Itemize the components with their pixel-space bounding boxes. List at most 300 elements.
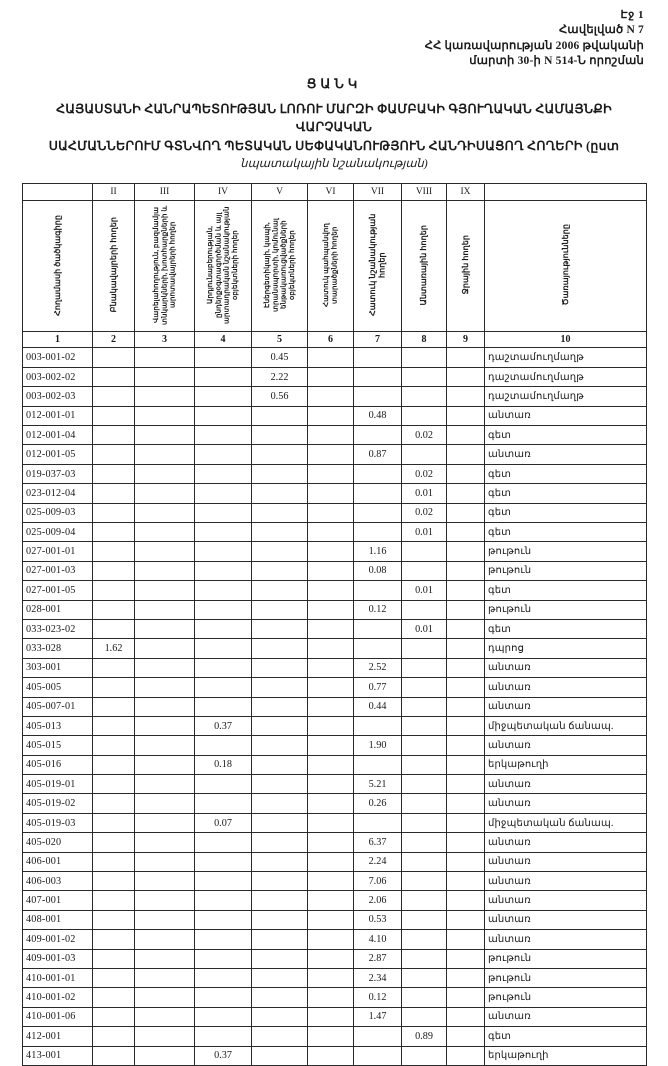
- cell-parcel-code: 012-001-01: [23, 406, 93, 425]
- cell-value-col4: [195, 678, 252, 697]
- cell-value-col3: [135, 833, 195, 852]
- cell-value-col2: [93, 600, 135, 619]
- cell-value-col4: 0.18: [195, 755, 252, 774]
- cell-value-col3: [135, 968, 195, 987]
- cell-value-col2: [93, 445, 135, 464]
- cell-notes: դաշտամուղմաղթ: [485, 387, 647, 406]
- cell-value-col6: [308, 367, 354, 386]
- cell-value-col8: 0.02: [402, 464, 447, 483]
- cell-value-col5: [252, 619, 308, 638]
- cell-value-col9: [447, 406, 485, 425]
- cell-value-col4: [195, 426, 252, 445]
- cell-value-col7: [354, 348, 402, 367]
- cell-value-col8: [402, 794, 447, 813]
- header-agricultural-lands: [135, 201, 195, 332]
- cell-value-col5: [252, 697, 308, 716]
- cell-value-col6: [308, 988, 354, 1007]
- cell-value-col8: [402, 542, 447, 561]
- cell-value-col5: [252, 949, 308, 968]
- cell-parcel-code: 409-001-02: [23, 930, 93, 949]
- cell-value-col9: [447, 678, 485, 697]
- cell-value-col2: [93, 891, 135, 910]
- cell-parcel-code: 405-013: [23, 716, 93, 735]
- cell-value-col7: [354, 581, 402, 600]
- cell-value-col8: [402, 930, 447, 949]
- cell-value-col2: [93, 406, 135, 425]
- cell-notes: անտառ: [485, 658, 647, 677]
- table-row: [23, 542, 647, 561]
- roman-cell-3: III: [135, 184, 195, 201]
- cell-value-col8: [402, 678, 447, 697]
- cell-notes: գետ: [485, 619, 647, 638]
- cell-value-col3: [135, 367, 195, 386]
- cell-value-col6: [308, 619, 354, 638]
- cell-parcel-code: 405-019-01: [23, 775, 93, 794]
- cell-parcel-code: 412-001: [23, 1027, 93, 1046]
- cell-value-col5: [252, 813, 308, 832]
- header-settlement-lands: [93, 201, 135, 332]
- roman-cell-2: II: [93, 184, 135, 201]
- cell-value-col8: [402, 1046, 447, 1065]
- cell-value-col3: [135, 716, 195, 735]
- table-row: [23, 406, 647, 425]
- header-forest-lands-label: Անտառային հողեր: [419, 224, 429, 306]
- cell-value-col3: [135, 387, 195, 406]
- land-parcel-table: [22, 183, 647, 1065]
- cell-value-col3: [135, 678, 195, 697]
- cell-parcel-code: 028-001: [23, 600, 93, 619]
- cell-value-col6: [308, 910, 354, 929]
- cell-value-col8: 0.01: [402, 522, 447, 541]
- cell-value-col3: [135, 910, 195, 929]
- header-parcel-code: [23, 201, 93, 332]
- cell-parcel-code: 012-001-04: [23, 426, 93, 445]
- cell-value-col8: [402, 387, 447, 406]
- cell-value-col3: [135, 813, 195, 832]
- cell-parcel-code: 410-001-02: [23, 988, 93, 1007]
- cell-value-col8: 0.01: [402, 484, 447, 503]
- cell-value-col8: [402, 367, 447, 386]
- cell-value-col7: 1.16: [354, 542, 402, 561]
- cell-value-col2: [93, 755, 135, 774]
- cell-value-col4: [195, 988, 252, 1007]
- roman-cell-8: VIII: [402, 184, 447, 201]
- cell-parcel-code: 413-001: [23, 1046, 93, 1065]
- cell-value-col6: [308, 852, 354, 871]
- cell-value-col8: [402, 910, 447, 929]
- cell-parcel-code: 406-001: [23, 852, 93, 871]
- cell-value-col6: [308, 464, 354, 483]
- cell-value-col8: [402, 716, 447, 735]
- cell-value-col2: [93, 794, 135, 813]
- cell-value-col3: [135, 561, 195, 580]
- cell-parcel-code: 405-020: [23, 833, 93, 852]
- cell-value-col5: [252, 988, 308, 1007]
- cell-value-col5: [252, 775, 308, 794]
- header-forest-lands: [402, 201, 447, 332]
- cell-value-col8: [402, 1007, 447, 1026]
- cell-value-col4: [195, 445, 252, 464]
- numcell-6: 6: [308, 332, 354, 348]
- header-settlement-lands-label: Բնակավայրերի հողեր: [108, 217, 118, 313]
- cell-notes: գետ: [485, 581, 647, 600]
- cell-value-col4: [195, 387, 252, 406]
- cell-value-col9: [447, 503, 485, 522]
- cell-value-col9: [447, 445, 485, 464]
- cell-value-col2: [93, 775, 135, 794]
- table-body: [23, 348, 647, 1065]
- table-row: [23, 619, 647, 638]
- cell-value-col3: [135, 464, 195, 483]
- cell-parcel-code: 405-016: [23, 755, 93, 774]
- cell-notes: միջպետական ճանապ.: [485, 813, 647, 832]
- cell-value-col4: [195, 348, 252, 367]
- cell-value-col7: [354, 619, 402, 638]
- cell-value-col7: [354, 503, 402, 522]
- table-row: [23, 755, 647, 774]
- cell-value-col3: [135, 755, 195, 774]
- cell-value-col7: 7.06: [354, 872, 402, 891]
- cell-value-col5: [252, 891, 308, 910]
- cell-value-col3: [135, 522, 195, 541]
- cell-value-col7: 2.52: [354, 658, 402, 677]
- cell-value-col9: [447, 348, 485, 367]
- cell-notes: գետ: [485, 426, 647, 445]
- cell-value-col2: [93, 348, 135, 367]
- cell-value-col8: [402, 872, 447, 891]
- table-row: [23, 600, 647, 619]
- cell-parcel-code: 405-007-01: [23, 697, 93, 716]
- cell-value-col7: 1.90: [354, 736, 402, 755]
- cell-value-col4: [195, 522, 252, 541]
- cell-value-col6: [308, 755, 354, 774]
- cell-value-col8: [402, 968, 447, 987]
- cell-value-col9: [447, 639, 485, 658]
- cell-value-col7: 0.77: [354, 678, 402, 697]
- cell-value-col8: [402, 561, 447, 580]
- cell-value-col3: [135, 988, 195, 1007]
- cell-value-col6: [308, 406, 354, 425]
- cell-value-col5: [252, 1007, 308, 1026]
- cell-value-col7: [354, 387, 402, 406]
- cell-value-col3: [135, 406, 195, 425]
- numcell-8: 8: [402, 332, 447, 348]
- cell-value-col9: [447, 930, 485, 949]
- cell-value-col3: [135, 581, 195, 600]
- cell-value-col6: [308, 522, 354, 541]
- cell-value-col9: [447, 522, 485, 541]
- cell-value-col2: [93, 542, 135, 561]
- cell-value-col9: [447, 755, 485, 774]
- cell-value-col7: 2.24: [354, 852, 402, 871]
- cell-value-col6: [308, 581, 354, 600]
- cell-value-col2: [93, 968, 135, 987]
- cell-value-col9: [447, 949, 485, 968]
- cell-value-col5: 2.22: [252, 367, 308, 386]
- cell-value-col2: [93, 367, 135, 386]
- cell-value-col5: [252, 930, 308, 949]
- cell-value-col7: 0.44: [354, 697, 402, 716]
- cell-value-col2: [93, 697, 135, 716]
- cell-notes: անտառ: [485, 697, 647, 716]
- cell-value-col4: [195, 910, 252, 929]
- cell-value-col7: [354, 1027, 402, 1046]
- cell-value-col2: [93, 1007, 135, 1026]
- header-water-lands: [447, 201, 485, 332]
- cell-value-col5: [252, 1046, 308, 1065]
- numcell-2: 2: [93, 332, 135, 348]
- cell-notes: գետ: [485, 522, 647, 541]
- table-row: [23, 852, 647, 871]
- cell-value-col2: [93, 833, 135, 852]
- header-notes: [485, 201, 647, 332]
- cell-value-col2: [93, 503, 135, 522]
- table-row: [23, 872, 647, 891]
- cell-value-col2: [93, 736, 135, 755]
- cell-value-col2: [93, 852, 135, 871]
- cell-notes: դաշտամուղմաղթ: [485, 348, 647, 367]
- cell-notes: գետ: [485, 503, 647, 522]
- cell-value-col7: 6.37: [354, 833, 402, 852]
- cell-value-col2: [93, 872, 135, 891]
- cell-value-col4: 0.07: [195, 813, 252, 832]
- cell-value-col4: [195, 968, 252, 987]
- cell-value-col9: [447, 542, 485, 561]
- cell-value-col6: [308, 833, 354, 852]
- cell-value-col9: [447, 968, 485, 987]
- cell-value-col3: [135, 1046, 195, 1065]
- table-row: [23, 367, 647, 386]
- cell-parcel-code: 027-001-01: [23, 542, 93, 561]
- cell-value-col5: [252, 561, 308, 580]
- cell-value-col2: [93, 561, 135, 580]
- title-line-2: ՍԱՀՄԱՆՆԵՐՈՒՄ ԳՏՆՎՈՂ ՊԵՏԱԿԱՆ ՍԵՓԱԿԱՆՈՒԹՅՈՒՆ ՀԱՆԴԻՍԱՑՈՂ ՀՈՂԵՐԻ (ըստ: [48, 139, 620, 154]
- table-row: [23, 794, 647, 813]
- cell-value-col4: [195, 464, 252, 483]
- cell-value-col8: [402, 852, 447, 871]
- cell-value-col5: 0.56: [252, 387, 308, 406]
- cell-notes: անտառ: [485, 833, 647, 852]
- reference-line-3: մարտի 30-ի N 514-Ն որոշման: [469, 55, 644, 68]
- cell-value-col3: [135, 1007, 195, 1026]
- cell-notes: դպրոց: [485, 639, 647, 658]
- column-header-row: [23, 201, 647, 332]
- cell-notes: անտառ: [485, 1007, 647, 1026]
- cell-value-col8: [402, 833, 447, 852]
- cell-value-col2: [93, 658, 135, 677]
- cell-notes: անտառ: [485, 406, 647, 425]
- cell-value-col2: [93, 619, 135, 638]
- cell-value-col4: [195, 1007, 252, 1026]
- cell-value-col4: [195, 775, 252, 794]
- cell-notes: անտառ: [485, 910, 647, 929]
- cell-parcel-code: 410-001-01: [23, 968, 93, 987]
- cell-value-col7: [354, 522, 402, 541]
- table-row: [23, 833, 647, 852]
- cell-value-col5: [252, 503, 308, 522]
- cell-value-col6: [308, 697, 354, 716]
- cell-value-col3: [135, 949, 195, 968]
- cell-value-col3: [135, 639, 195, 658]
- cell-value-col2: [93, 464, 135, 483]
- cell-parcel-code: 025-009-04: [23, 522, 93, 541]
- cell-value-col9: [447, 464, 485, 483]
- header-notes-label: Ծառայությունները: [560, 224, 570, 306]
- table-row: [23, 910, 647, 929]
- roman-cell-7: VII: [354, 184, 402, 201]
- cell-value-col3: [135, 445, 195, 464]
- cell-parcel-code: 027-001-05: [23, 581, 93, 600]
- cell-value-col9: [447, 988, 485, 1007]
- cell-value-col6: [308, 503, 354, 522]
- cell-value-col7: 0.87: [354, 445, 402, 464]
- cell-value-col5: [252, 968, 308, 987]
- cell-value-col6: [308, 658, 354, 677]
- cell-notes: անտառ: [485, 872, 647, 891]
- cell-value-col8: 0.01: [402, 581, 447, 600]
- cell-value-col8: [402, 736, 447, 755]
- cell-value-col9: [447, 872, 485, 891]
- cell-value-col9: [447, 833, 485, 852]
- cell-notes: թութուն: [485, 561, 647, 580]
- cell-value-col9: [447, 484, 485, 503]
- cell-value-col7: 0.08: [354, 561, 402, 580]
- cell-value-col4: [195, 619, 252, 638]
- table-row: [23, 1046, 647, 1065]
- cell-value-col3: [135, 619, 195, 638]
- cell-parcel-code: 003-001-02: [23, 348, 93, 367]
- cell-value-col9: [447, 387, 485, 406]
- roman-cell-10: [485, 184, 647, 201]
- cell-value-col3: [135, 891, 195, 910]
- cell-value-col9: [447, 910, 485, 929]
- cell-notes: թութուն: [485, 949, 647, 968]
- table-row: [23, 968, 647, 987]
- roman-cell-5: V: [252, 184, 308, 201]
- cell-value-col9: [447, 891, 485, 910]
- cell-value-col8: [402, 755, 447, 774]
- header-energy-transport-lands-label: Էներգետիկայի, կապի, տրանսպորտի, կոմունալ ենթակառուցվածքների օբյեկտների հողեր: [262, 218, 296, 312]
- table-row: [23, 949, 647, 968]
- cell-value-col3: [135, 426, 195, 445]
- numcell-9: 9: [447, 332, 485, 348]
- cell-parcel-code: 409-001-03: [23, 949, 93, 968]
- cell-value-col4: [195, 852, 252, 871]
- cell-value-col5: [252, 658, 308, 677]
- cell-value-col8: 0.01: [402, 619, 447, 638]
- header-energy-transport-lands: [252, 201, 308, 332]
- table-row: [23, 503, 647, 522]
- cell-value-col3: [135, 736, 195, 755]
- header-parcel-code-label: Հողամասի ծածկագիրը: [52, 214, 62, 316]
- header-special-purpose-lands: [354, 201, 402, 332]
- cell-value-col5: [252, 852, 308, 871]
- cell-parcel-code: 406-003: [23, 872, 93, 891]
- cell-parcel-code: 023-012-04: [23, 484, 93, 503]
- cell-value-col2: [93, 716, 135, 735]
- table-row: [23, 348, 647, 367]
- cell-notes: անտառ: [485, 775, 647, 794]
- cell-notes: թութուն: [485, 988, 647, 1007]
- cell-parcel-code: 019-037-03: [23, 464, 93, 483]
- cell-parcel-code: 003-002-03: [23, 387, 93, 406]
- header-water-lands-label: Ջրային հողեր: [460, 235, 470, 295]
- cell-parcel-code: 407-001: [23, 891, 93, 910]
- title-subtitle: նպատակային նշանակության): [240, 158, 428, 171]
- header-protected-lands-label: Հատուկ պահպանվող տարածքների հողեր: [322, 222, 339, 307]
- cell-value-col2: [93, 426, 135, 445]
- cell-value-col4: [195, 872, 252, 891]
- cell-value-col2: [93, 813, 135, 832]
- cell-value-col4: [195, 1027, 252, 1046]
- cell-parcel-code: 405-015: [23, 736, 93, 755]
- cell-value-col9: [447, 794, 485, 813]
- cell-value-col8: [402, 348, 447, 367]
- cell-notes: անտառ: [485, 794, 647, 813]
- cell-value-col2: 1.62: [93, 639, 135, 658]
- cell-value-col8: 0.89: [402, 1027, 447, 1046]
- cell-value-col9: [447, 775, 485, 794]
- cell-value-col2: [93, 1046, 135, 1065]
- cell-value-col5: [252, 426, 308, 445]
- cell-value-col7: 4.10: [354, 930, 402, 949]
- cell-value-col7: 0.12: [354, 988, 402, 1007]
- cell-value-col7: 0.26: [354, 794, 402, 813]
- header-industrial-lands-label: Արդյունաբերության, ընդերքօգտագործման և այլ արտադրական նշանակության օբյեկտների հողեր: [206, 206, 240, 324]
- cell-value-col5: [252, 833, 308, 852]
- numcell-10: 10: [485, 332, 647, 348]
- table-row: [23, 426, 647, 445]
- cell-value-col2: [93, 581, 135, 600]
- cell-value-col7: [354, 716, 402, 735]
- cell-value-col6: [308, 949, 354, 968]
- cell-value-col3: [135, 794, 195, 813]
- cell-value-col2: [93, 678, 135, 697]
- cell-value-col7: 5.21: [354, 775, 402, 794]
- table-row: [23, 581, 647, 600]
- header-industrial-lands: [195, 201, 252, 332]
- cell-value-col2: [93, 930, 135, 949]
- cell-value-col4: [195, 503, 252, 522]
- cell-value-col5: [252, 581, 308, 600]
- cell-value-col5: [252, 872, 308, 891]
- cell-notes: գետ: [485, 484, 647, 503]
- cell-value-col7: 2.34: [354, 968, 402, 987]
- cell-value-col8: [402, 697, 447, 716]
- numcell-1: 1: [23, 332, 93, 348]
- cell-value-col5: [252, 445, 308, 464]
- cell-value-col6: [308, 1007, 354, 1026]
- roman-cell-1: [23, 184, 93, 201]
- table-row: [23, 736, 647, 755]
- cell-parcel-code: 012-001-05: [23, 445, 93, 464]
- cell-parcel-code: 027-001-03: [23, 561, 93, 580]
- cell-value-col4: [195, 484, 252, 503]
- cell-notes: անտառ: [485, 445, 647, 464]
- cell-notes: թութուն: [485, 542, 647, 561]
- numcell-5: 5: [252, 332, 308, 348]
- cell-value-col5: [252, 639, 308, 658]
- cell-value-col5: [252, 794, 308, 813]
- roman-cell-6: VI: [308, 184, 354, 201]
- cell-value-col9: [447, 736, 485, 755]
- cell-value-col4: [195, 542, 252, 561]
- cell-value-col6: [308, 484, 354, 503]
- cell-notes: անտառ: [485, 891, 647, 910]
- cell-value-col8: 0.02: [402, 426, 447, 445]
- cell-value-col6: [308, 736, 354, 755]
- cell-value-col5: [252, 406, 308, 425]
